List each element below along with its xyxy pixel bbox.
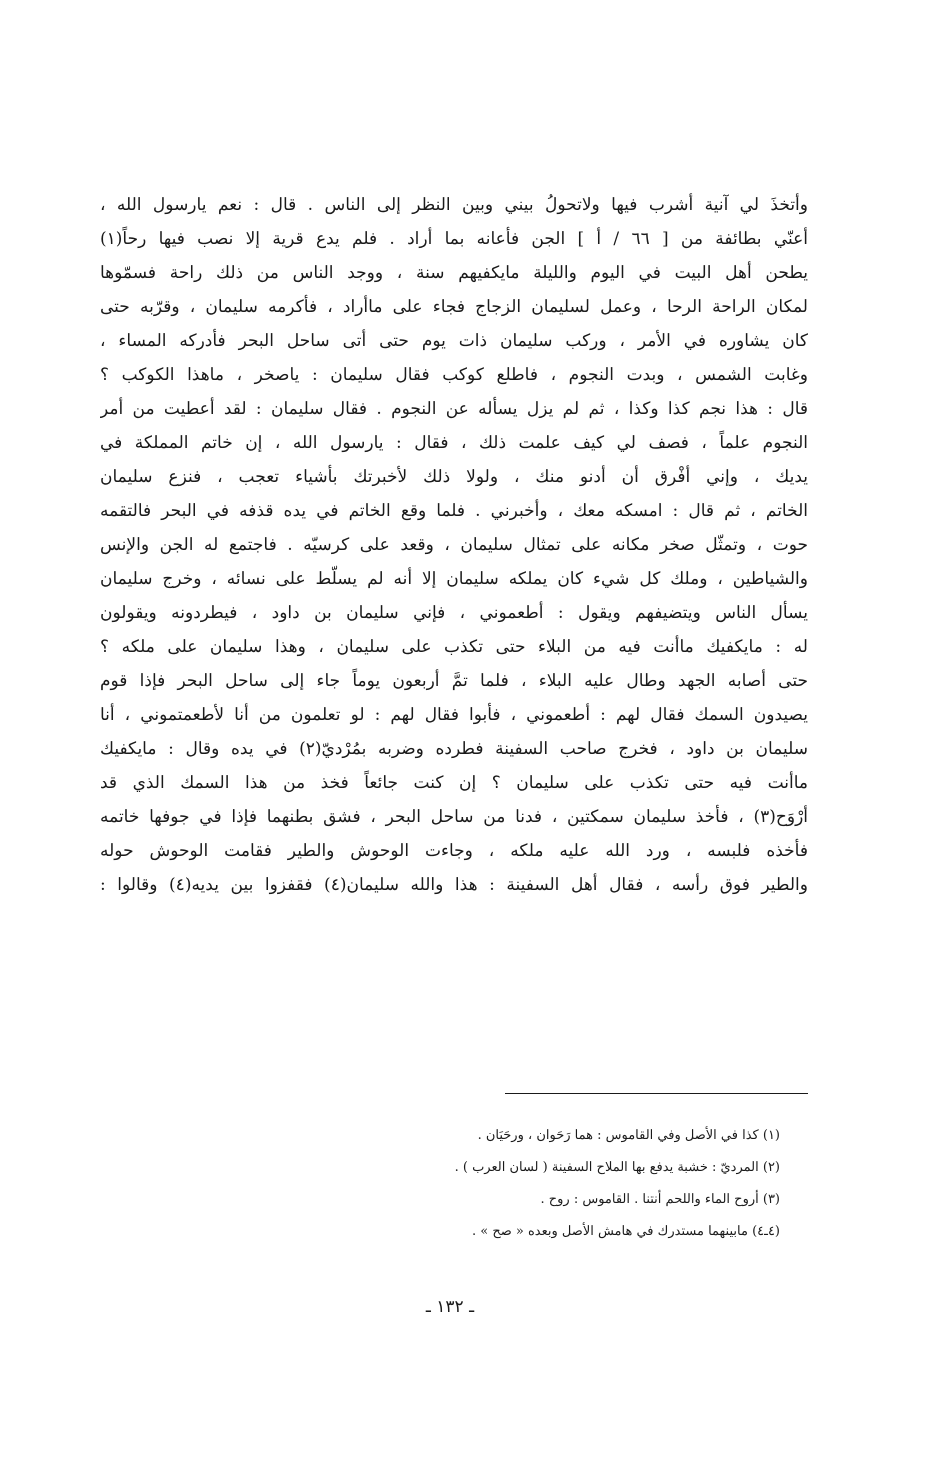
text-line: يديك ، وإني أفْرق أن أدنو منك ، ولولا ذلك لأخبرتك بأشياء تعجب ، فنزع سليمان [100, 467, 808, 487]
text-line: لمكان الراحة الرحا ، وعمل لسليمان الزجاج فجاء على ماأراد ، فأكرمه سليمان ، وقرّبه حتى [100, 297, 808, 317]
footnote-4: (٤ـ٤) مابينهما مستدرك في هامش الأصل وبعده « صح » . [472, 1224, 780, 1239]
text-line: حتى أصابه الجهد وطال عليه البلاء ، فلما تمَّ أربعون يوماً جاء إلى ساحل البحر فإذا قوم [100, 671, 808, 691]
text-line: يسأل الناس ويتضيفهم ويقول : أطعموني ، فإني سليمان بن داود ، فيطردونه ويقولون [100, 603, 808, 623]
text-line: وأتخذَ لي آنية أشرب فيها ولاتحولُ بيني وبين النظر إلى الناس . قال : نعم يارسول الله ، [100, 195, 808, 215]
text-line: يطحن أهل البيت في اليوم والليلة مايكفيهم سنة ، ووجد الناس من ذلك راحة فسمّوها [100, 263, 808, 283]
text-line: يصيدون السمك فقال لهم : أطعموني ، فأبوا فقال لهم : لو تعلمون من أنا لأطعمتموني ، أنا [100, 705, 808, 725]
page-number: ـ ١٣٢ ـ [425, 1297, 475, 1317]
footnotes-block [160, 1120, 780, 1248]
text-line: الخاتم ، ثم قال : امسكه معك ، وأخبرني . فلما وقع الخاتم في يده قذفه في البحر فالتقمه [100, 501, 808, 521]
main-text-block [100, 188, 808, 902]
footnote-2: (٢) المرديّ : خشبة يدفع بها الملاح السفينة ( لسان العرب ) . [454, 1160, 780, 1175]
footnote-separator [505, 1093, 808, 1094]
footnote-3: (٣) أروح الماء واللحم أنتنا . القاموس : روح . [540, 1192, 780, 1207]
text-line: ماأنت فيه حتى تكذب على سليمان ؟ إن كنت جائعاً فخذ من هذا السمك الذي قد [100, 773, 808, 793]
text-line: فأخذه فلبسه ، ورد الله عليه ملكه ، وجاءت الوحوش والطير فقامت الوحوش حوله [100, 841, 808, 861]
text-line: والطير فوق رأسه ، فقال أهل السفينة : هذا والله سليمان(٤) فقفزوا بين يديه(٤) وقالوا : [100, 875, 808, 895]
text-line: أعنّي بطائفة من [ ٦٦ / أ ] الجن فأعانه بما أراد . فلم يدع قرية إلا نصب فيها رحاً(١) [100, 229, 808, 249]
text-line: له : مايكفيك ماأنت فيه من البلاء حتى تكذب على سليمان ، وهذا سليمان على ملكه ؟ [100, 637, 808, 657]
text-line: حوت ، وتمثّل صخر مكانه على تمثال سليمان ، وقعد على كرسيّه . فاجتمع له الجن والإنس [100, 535, 808, 555]
text-line: كان يشاوره في الأمر ، وركب سليمان ذات يوم حتى أتى ساحل البحر فأدركه المساء ، [100, 331, 808, 351]
text-line: والشياطين ، وملك كل شيء كان يملكه سليمان إلا أنه لم يسلّط على نسائه ، وخرج سليمان [100, 569, 808, 589]
text-line: قال : هذا نجم كذا وكذا ، ثم لم يزل يسأله عن النجوم . فقال سليمان : لقد أعطيت من أمر [100, 399, 808, 419]
text-line: أرْوَح(٣) ، فأخذ سليمان سمكتين ، فدنا من ساحل البحر ، فشق بطنهما فإذا في جوفها خاتمه [100, 807, 808, 827]
footnote-1: (١) كذا في الأصل وفي القاموس : هما رَحَوان ، ورحَيَان . [477, 1128, 780, 1143]
text-line: النجوم علماً ، فصف لي كيف علمت ذلك ، فقال : يارسول الله ، إن خاتم المملكة في [100, 433, 808, 453]
text-line: وغابت الشمس ، وبدت النجوم ، فاطلع كوكب فقال سليمان : ياصخر ، ماهذا الكوكب ؟ [100, 365, 808, 385]
text-line: سليمان بن داود ، فخرج صاحب السفينة فطرده وضربه بمُرْديّ(٢) في يده وقال : مايكفيك [100, 739, 808, 759]
